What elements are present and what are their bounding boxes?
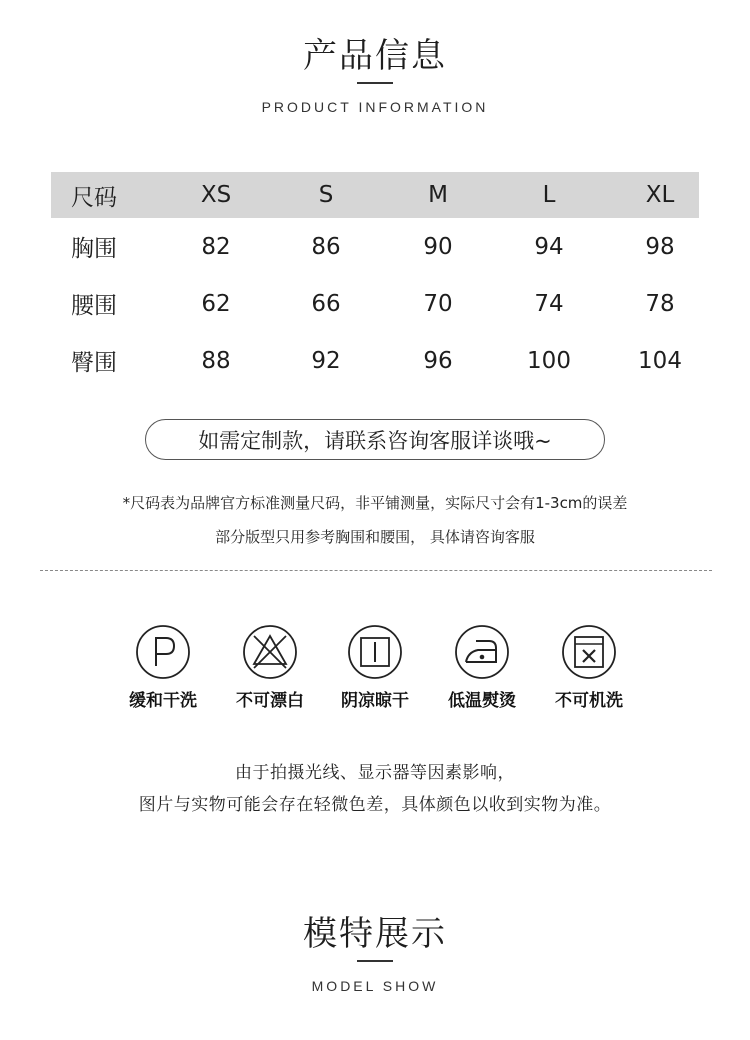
table-cell: 94 — [534, 233, 564, 260]
row-label-chest: 胸围 — [71, 236, 117, 262]
low-iron-icon — [454, 624, 510, 680]
size-note-line2: 部分版型只用参考胸围和腰围， 具体请咨询客服 — [215, 528, 535, 546]
care-item-no-machine-wash — [534, 624, 644, 711]
table-cell: 86 — [311, 233, 341, 260]
custom-order-notice: 如需定制款，请联系咨询客服详谈哦~ — [145, 419, 605, 460]
dry-clean-p-icon — [135, 624, 191, 680]
care-label: 阴凉晾干 — [341, 691, 409, 711]
table-cell: 82 — [201, 233, 231, 260]
table-cell: 90 — [423, 233, 453, 260]
no-machine-wash-icon — [561, 624, 617, 680]
table-row — [51, 275, 699, 332]
care-item-no-bleach — [215, 624, 325, 711]
shade-dry-icon — [347, 624, 403, 680]
care-item-low-iron — [427, 624, 537, 711]
header-cell-xl: XL — [645, 182, 675, 208]
size-table-header — [51, 172, 699, 218]
size-table — [51, 172, 699, 389]
care-item-shade-dry — [320, 624, 430, 711]
dashed-divider — [40, 570, 712, 571]
title-divider — [357, 960, 393, 962]
row-label-hip: 臀围 — [71, 350, 117, 376]
header-cell-label: 尺码 — [71, 184, 117, 211]
title-divider — [357, 82, 393, 84]
table-row — [51, 218, 699, 275]
care-label: 不可机洗 — [555, 691, 623, 711]
no-bleach-icon — [242, 624, 298, 680]
table-cell: 104 — [638, 347, 682, 374]
table-cell: 66 — [311, 290, 341, 317]
header-cell-l: L — [542, 182, 556, 208]
color-disclaimer-line2: 图片与实物可能会存在轻微色差，具体颜色以收到实物为准。 — [138, 795, 612, 815]
table-cell: 96 — [423, 347, 453, 374]
table-cell: 98 — [645, 233, 675, 260]
table-cell: 74 — [534, 290, 564, 317]
header-cell-m: M — [428, 182, 448, 208]
table-row — [51, 332, 699, 389]
color-disclaimer-line1: 由于拍摄光线、显示器等因素影响， — [235, 763, 515, 783]
care-item-dry-clean — [108, 624, 218, 711]
header-cell-s: S — [318, 182, 334, 208]
model-show-title: 模特展示 — [303, 914, 447, 954]
row-label-waist: 腰围 — [71, 293, 117, 319]
product-info-title: 产品信息 — [303, 36, 447, 76]
table-cell: 92 — [311, 347, 341, 374]
table-cell: 88 — [201, 347, 231, 374]
care-label: 不可漂白 — [236, 691, 304, 711]
size-note-line1: *尺码表为品牌官方标准测量尺码，非平铺测量，实际尺寸会有1-3cm的误差 — [122, 494, 628, 512]
model-show-subtitle: MODEL SHOW — [311, 978, 439, 994]
product-info-subtitle: PRODUCT INFORMATION — [261, 99, 489, 115]
care-label: 缓和干洗 — [129, 691, 197, 711]
header-cell-xs: XS — [200, 182, 232, 208]
table-cell: 70 — [423, 290, 453, 317]
table-cell: 100 — [527, 347, 571, 374]
care-label: 低温熨烫 — [448, 691, 516, 711]
table-cell: 62 — [201, 290, 231, 317]
table-cell: 78 — [645, 290, 675, 317]
